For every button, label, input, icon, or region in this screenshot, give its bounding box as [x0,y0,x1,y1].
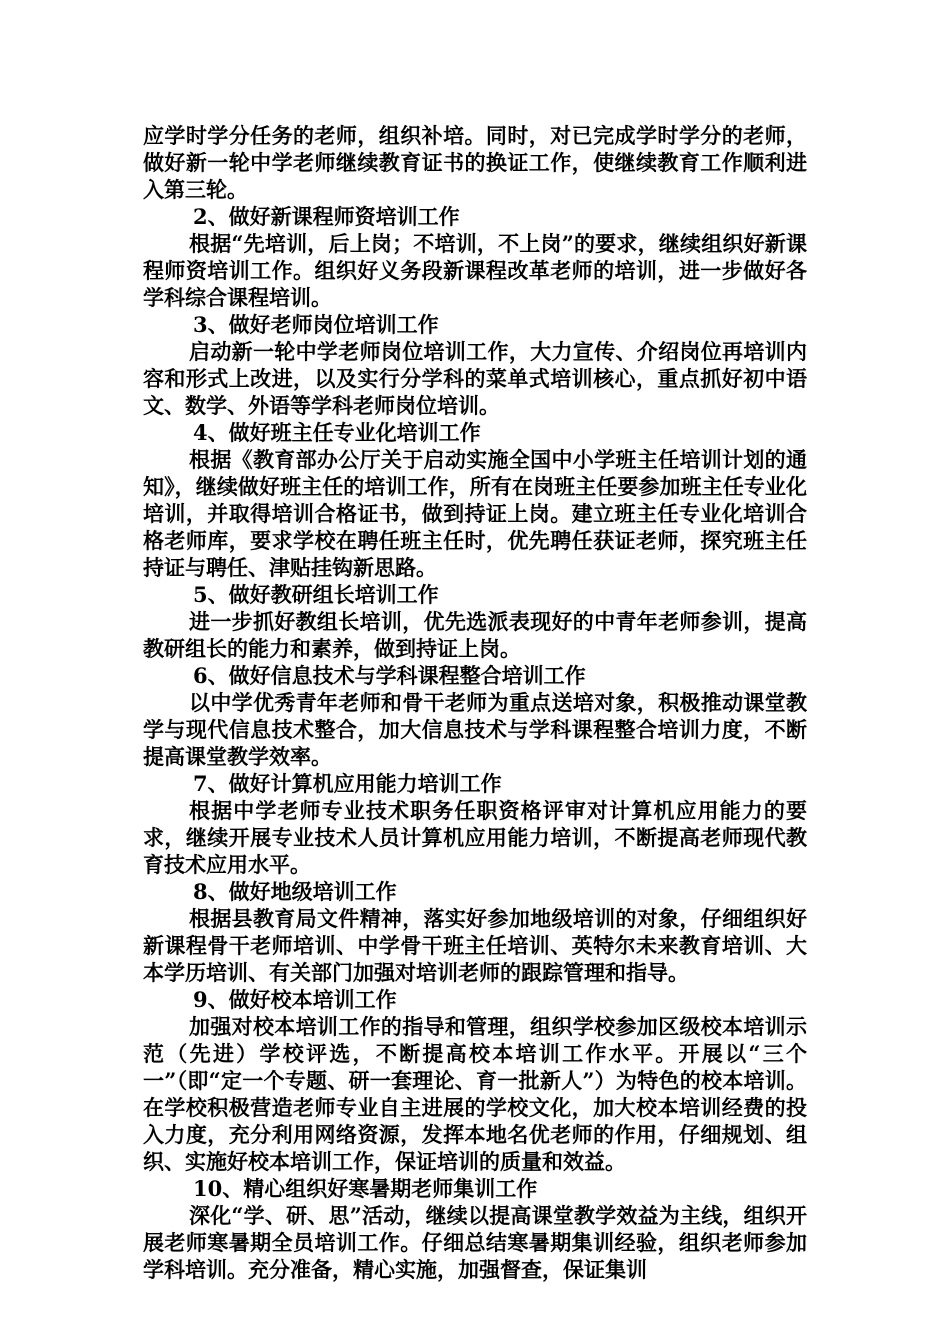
paragraph: 根据县教育局文件精神，落实好参加地级培训的对象，仔细组织好新课程骨干老师培训、中学骨干班主任培训、英特尔未来教育培训、大本学历培训、有关部门加强对培训老师的跟踪管理和指导。 [143,906,807,985]
section-heading: 8、做好地级培训工作 [193,879,397,904]
paragraph: 以中学优秀青年老师和骨干老师为重点送培对象，积极推动课堂教学与现代信息技术整合，加大信息技术与学科课程整合培训力度，不断提高课堂教学效率。 [143,690,807,769]
section-heading: 3、做好老师岗位培训工作 [193,312,439,337]
paragraph: 启动新一轮中学老师岗位培训工作，大力宣传、介绍岗位再培训内容和形式上改进，以及实行分学科的菜单式培训核心，重点抓好初中语文、数学、外语等学科老师岗位培训。 [143,339,807,418]
section-heading: 4、做好班主任专业化培训工作 [193,420,481,445]
paragraph: 根据《教育部办公厅关于启动实施全国中小学班主任培训计划的通知》，继续做好班主任的培训工作，所有在岗班主任要参加班主任专业化培训，并取得培训合格证书，做到持证上岗。建立班主任专业化培训合格老师库，要求学校在聘任班主任时，优先聘任获证老师，探究班主任持证与聘任、津贴挂钩新思路。 [143,447,807,580]
paragraph: 加强对校本培训工作的指导和管理，组织学校参加区级校本培训示范（先进）学校评选，不断提高校本培训工作水平。开展以“三个一”（即“定一个专题、研一套理论、育一批新人”）为特色的校本培训。在学校积极营造老师专业自主进展的学校文化，加大校本培训经费的投入力度，充分利用网络资源，发挥本地名优老师的作用，仔细规划、组织、实施好校本培训工作，保证培训的质量和效益。 [143,1014,807,1174]
section-heading: 9、做好校本培训工作 [193,987,397,1012]
paragraph: 进一步抓好教组长培训，优先选派表现好的中青年老师参训，提高教研组长的能力和素养，做到持证上岗。 [143,609,807,661]
section-heading: 7、做好计算机应用能力培训工作 [193,771,502,796]
section-heading: 5、做好教研组长培训工作 [193,582,439,607]
paragraph: 根据中学老师专业技术职务任职资格评审对计算机应用能力的要求，继续开展专业技术人员计算机应用能力培训，不断提高老师现代教育技术应用水平。 [143,798,807,877]
section-heading: 6、做好信息技术与学科课程整合培训工作 [193,663,586,688]
paragraph: 根据“先培训，后上岗；不培训，不上岗”的要求，继续组织好新课程师资培训工作。组织好义务段新课程改革老师的培训，进一步做好各学科综合课程培训。 [143,231,807,310]
section-heading: 2、做好新课程师资培训工作 [193,204,460,229]
paragraph: 应学时学分任务的老师，组织补培。同时，对已完成学时学分的老师，做好新一轮中学老师继续教育证书的换证工作，使继续教育工作顺利进入第三轮。 [143,123,807,202]
paragraph: 深化“学、研、思”活动，继续以提高课堂教学效益为主线，组织开展老师寒暑期全员培训工作。仔细总结寒暑期集训经验，组织老师参加学科培训。充分准备，精心实施，加强督查，保证集训 [143,1203,807,1282]
section-heading: 10、精心组织好寒暑期老师集训工作 [193,1176,538,1201]
document-page [143,122,807,1283]
